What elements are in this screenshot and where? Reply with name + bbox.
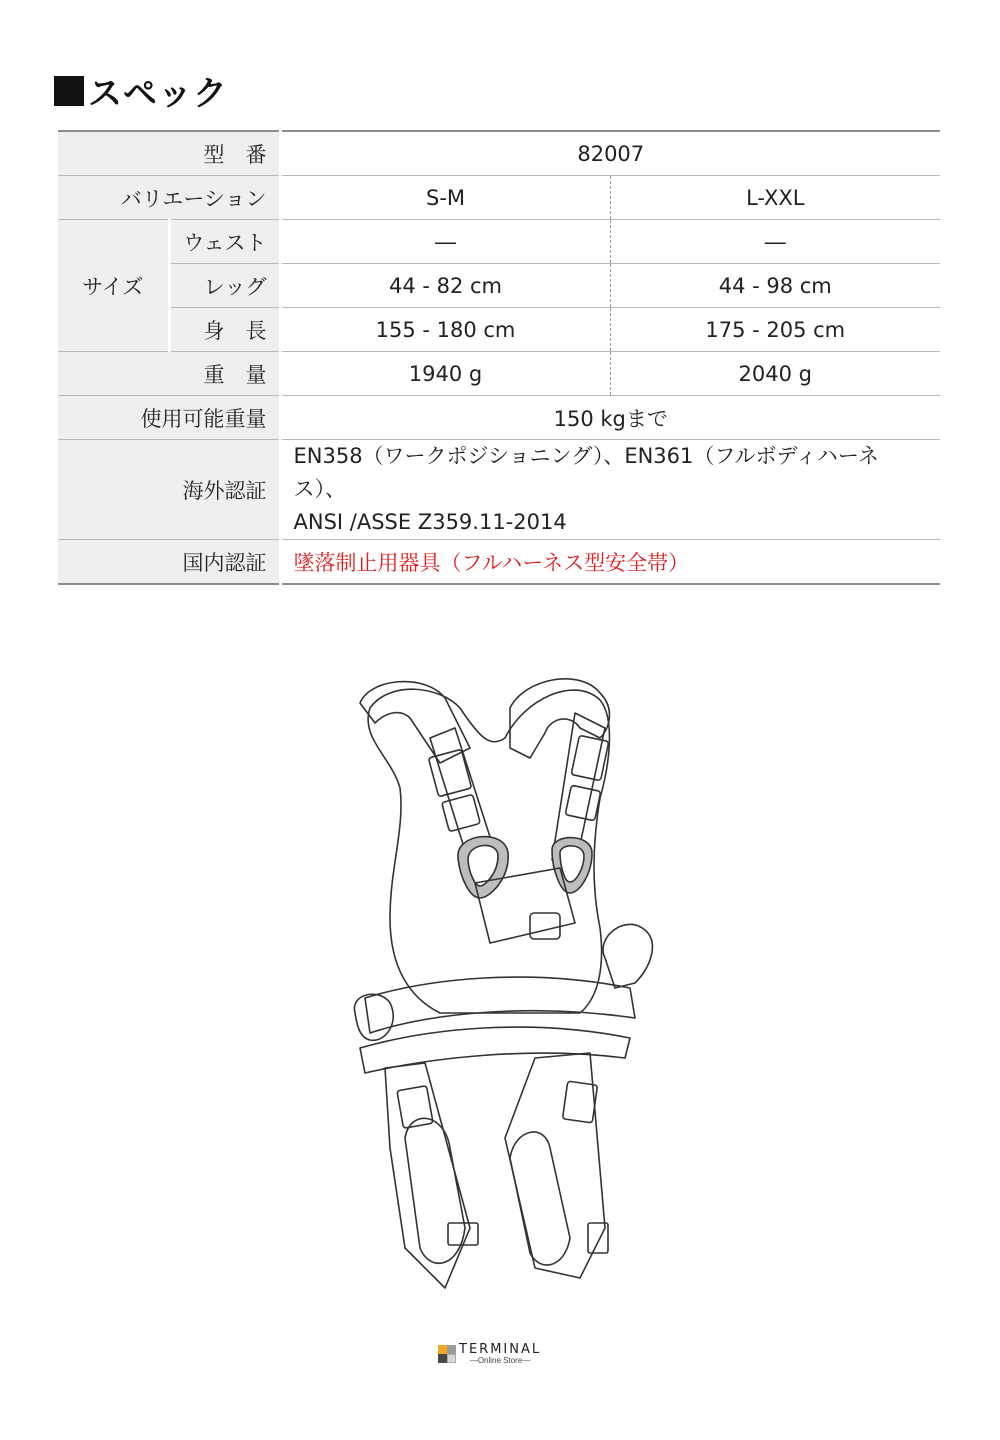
weight-1: 1940 g (280, 352, 610, 396)
logo-sub: —Online Store— (469, 1356, 531, 1365)
weight-2: 2040 g (610, 352, 940, 396)
variation-2: L-XXL (610, 176, 940, 220)
intl-cert-label: 海外認証 (58, 440, 280, 540)
right-buckle-1 (571, 735, 609, 780)
right-leg-pad (510, 1132, 570, 1265)
section-heading (54, 66, 228, 115)
model-label: 型 番 (58, 131, 280, 176)
right-leg-strap (505, 1053, 605, 1278)
side-d-ring (603, 924, 652, 988)
waist-label: ウェスト (169, 220, 280, 264)
waist-2: ― (610, 220, 940, 264)
black-square-icon (54, 76, 84, 106)
spec-table (58, 130, 940, 585)
row-waist (58, 220, 940, 264)
row-weight (58, 352, 940, 396)
terminal-logo (438, 1343, 541, 1365)
leg-label: レッグ (169, 264, 280, 308)
right-buckle-2 (565, 785, 601, 821)
heading-text: スペック (88, 74, 228, 114)
waist-belt (365, 977, 635, 1033)
weight-label: 重 量 (58, 352, 280, 396)
intl-cert-value (280, 440, 940, 540)
right-shoulder-pad (510, 679, 609, 758)
row-leg (58, 264, 940, 308)
height-label: 身 長 (169, 308, 280, 352)
model-value: 82007 (280, 131, 940, 176)
belt-loop (354, 994, 393, 1040)
logo-brand: TERMINAL (459, 1342, 542, 1357)
chest-buckle (530, 913, 560, 939)
row-model (58, 131, 940, 176)
leg-2: 44 - 98 cm (610, 264, 940, 308)
intl-cert-line2: ANSI /ASSE Z359.11-2014 (293, 510, 567, 534)
domestic-cert-label: 国内認証 (58, 540, 280, 585)
harness-illustration (330, 668, 670, 1308)
row-domestic-cert (58, 540, 940, 585)
left-leg-buckle (397, 1086, 433, 1129)
logo-mark-icon (438, 1345, 456, 1363)
capacity-value: 150 kgまで (280, 396, 940, 440)
intl-cert-line1: EN358（ワークポジショニング）、EN361（フルボディハーネス）、 (293, 444, 879, 501)
size-label: サイズ (58, 220, 169, 352)
height-1: 155 - 180 cm (280, 308, 610, 352)
variation-1: S-M (280, 176, 610, 220)
left-leg-pad (405, 1118, 465, 1263)
left-buckle-1 (428, 749, 471, 796)
row-height (58, 308, 940, 352)
row-intl-cert (58, 440, 940, 540)
row-variation (58, 176, 940, 220)
leg-1: 44 - 82 cm (280, 264, 610, 308)
height-2: 175 - 205 cm (610, 308, 940, 352)
row-capacity (58, 396, 940, 440)
waist-1: ― (280, 220, 610, 264)
domestic-cert-value: 墜落制止用器具（フルハーネス型安全帯） (280, 540, 940, 585)
variation-label: バリエーション (58, 176, 280, 220)
capacity-label: 使用可能重量 (58, 396, 280, 440)
left-buckle-2 (442, 794, 481, 831)
